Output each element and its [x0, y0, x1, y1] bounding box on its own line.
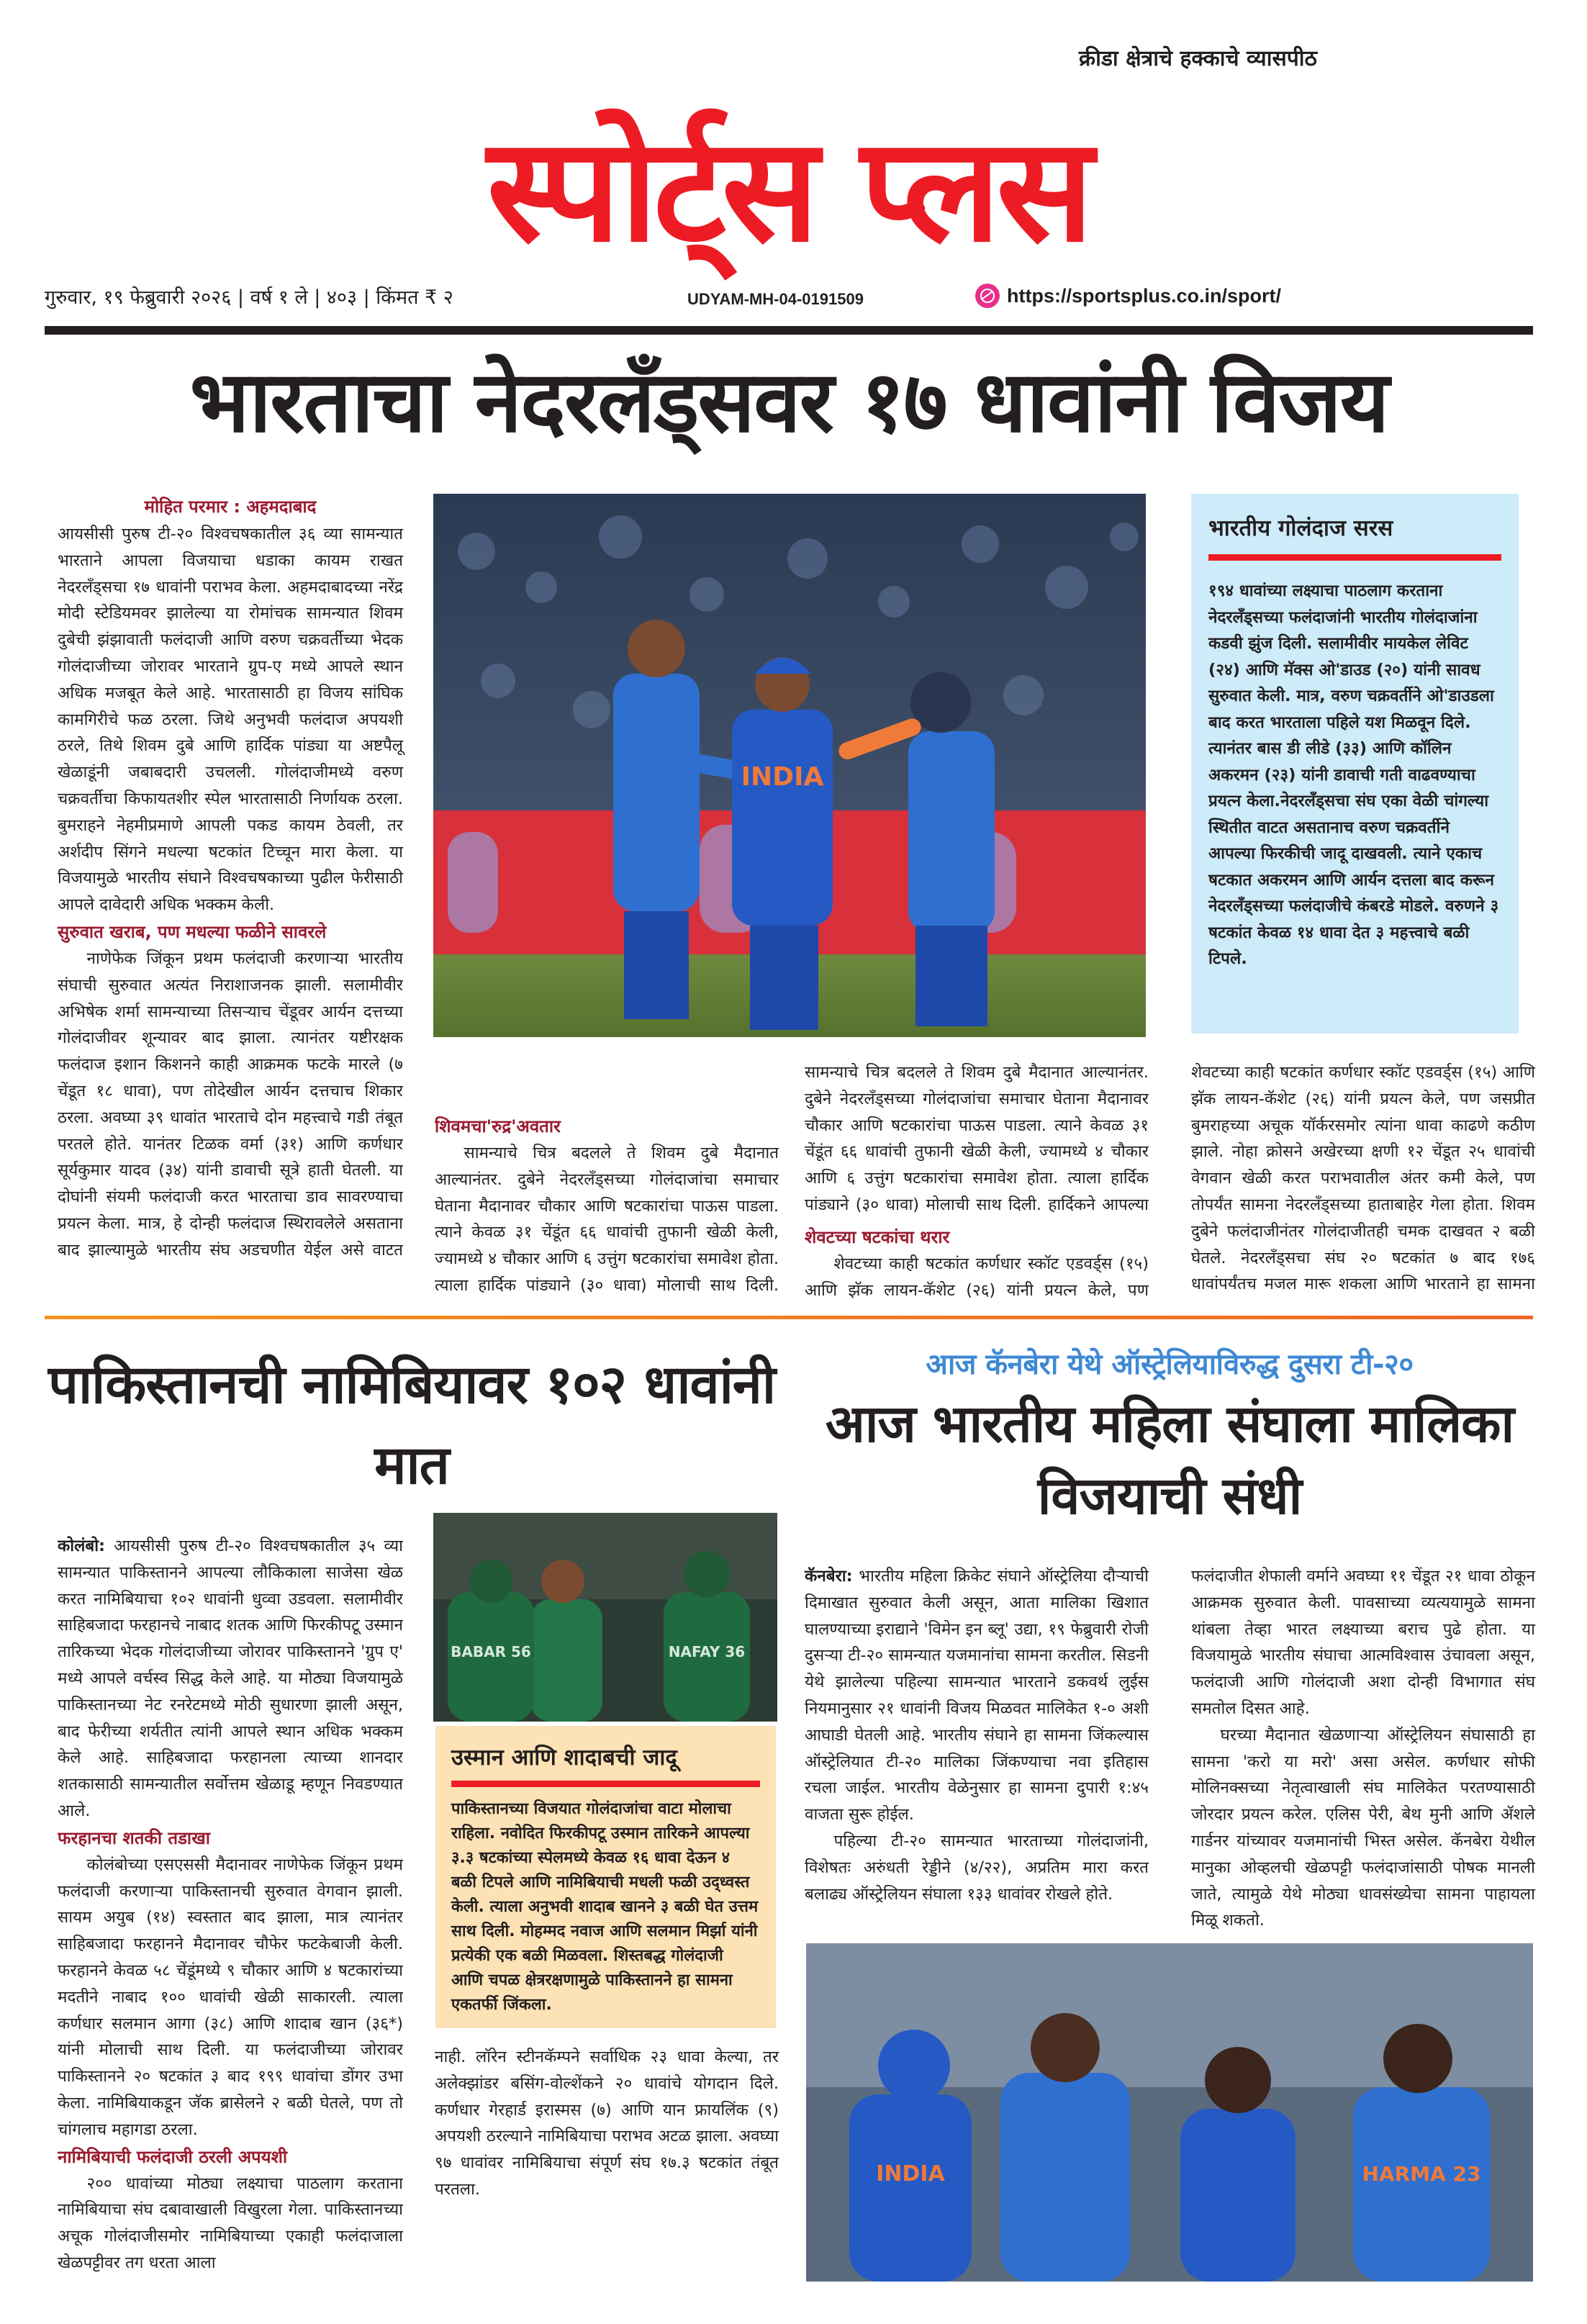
lead-subhead-1: सुरुवात खराब, पण मधल्या फळीने सावरले — [58, 921, 327, 942]
pakistan-subhead-2: नामिबियाची फलंदाजी ठरली अपयशी — [58, 2146, 288, 2167]
women-dateline: कॅनबेरा: — [805, 1567, 853, 1586]
pakistan-sidebar-text: पाकिस्तानच्या विजयात गोलंदाजांचा वाटा मोलाचा राहिला. नवोदित फिरकीपटू उस्मान तारिकने आपल्या ३.३ षटकांच्या स्पेलमध्ये केवळ १६ धावा देऊन ४ बळी टिपले आणि नामिबियाची मधली फळी उद्ध्वस्त केली. त्याला अनुभवी शादाब खानने ३ बळी घेत उत्तम साथ दिली. मोहम्मद नवाज आणि सलमान मिर्झा यांनी प्रत्येकी एक बळी मिळवला. शिस्तबद्ध गोलंदाजी आणि चपळ क्षेत्ररक्षणामुळे पाकिस्तानने हा सामना एकतर्फी जिंकला. — [451, 1800, 759, 2014]
masthead-tagline: क्रीडा क्षेत्राचे हक्काचे व्यासपीठ — [1079, 46, 1317, 71]
pakistan-subhead-1: फरहानचा शतकी तडाखा — [58, 1827, 210, 1848]
pakistan-column-1 — [58, 1533, 403, 2318]
pakistan-section-2-text: २०० धावांच्या मोठ्या लक्ष्याचा पाठलाग करताना नामिबियाचा संघ दबावाखाली विखुरला गेला. पाकिस्तानच्या अचूक गोलंदाजीसमोर नामिबियाच्या एकाही फलंदाजाला खेळपट्टीवर तग धरता आला — [58, 2174, 403, 2272]
lead-section-2-continued: सामन्याचे चित्र बदलले ते शिवम दुबे मैदानात आल्यानंतर. दुबेने नेदरलँड्सच्या गोलंदाजांचा समाचार घेताना मैदानावर चौकार आणि षटकारांचा पाऊस पाडला. त्याने केवळ ३१ चेंडूंत ६६ धावांची तुफानी खेळी केली, ज्यामध्ये ४ चौकार आणि ६ उत्तुंग षटकारांचा समावेश होता. त्याला हार्दिक पांड्याने (३० धावा) मोलाची साथ दिली. हार्दिकने आपल्या — [805, 1063, 1149, 1214]
lead-headline: भारताचा नेदरलँड्सवर १७ धावांनी विजय — [189, 352, 1388, 451]
lead-section-1-text: नाणेफेक जिंकून प्रथम फलंदाजी करणाऱ्या भारतीय संघाची सुरुवात अत्यंत निराशाजनक झाली. सलामीवीर अभिषेक शर्मा सामन्याच्या तिसऱ्याच चेंडूवर आर्यन दत्तच्या गोलंदाजीवर शून्यावर बाद झाला. त्यानंतर यष्टीरक्षक फलंदाज इशान किशनने काही आक्रमक फटके मारले (७ चेंडूत १८ धावा), पण तोदेखील आर्यन दत्तचाच शिकार ठरला. अवघ्या ३९ धावांत भारताचे दोन महत्त्वाचे गडी तंबूत परतले होते. यानंतर टिळक वर्मा (३१) आणि कर्णधार सूर्यकुमार यादव (३४) यांनी डावाची सूत्रे हाती घेतली. या दोघांनी संयमी फलंदाजी करत भारताचा डाव सावरण्याचा प्रयत्न केला. मात्र, हे दोन्ही फलंदाज स्थिरावलेले असताना बाद झाल्यामुळे भारतीय संघ अडचणीत येईल असे वाटत — [58, 949, 403, 1260]
svg-text:INDIA: INDIA — [741, 762, 824, 792]
section-divider — [45, 1316, 1533, 1319]
jersey-babar: BABAR 56 — [451, 1643, 531, 1660]
lead-intro-paragraph: आयसीसी पुरुष टी-२० विश्वचषकातील ३६ व्या सामन्यात भारताने आपला विजयाचा धडाका कायम राखत नेदरलँड्सचा १७ धावांनी पराभव केला. अहमदाबादच्या नरेंद्र मोदी स्टेडियमवर झालेल्या या रोमांचक सामन्यात शिवम दुबेची झंझावाती फलंदाजी आणि वरुण चक्रवर्तीच्या भेदक गोलंदाजीच्या जोरावर भारताने ग्रुप-ए मध्ये आपले स्थान अधिक मजबूत केले आहे. भारतासाठी हा विजय सांघिक कामगिरीचे फळ ठरला. जिथे अनुभवी फलंदाज अपयशी ठरले, तिथे शिवम दुबे आणि हार्दिक पांड्या या अष्टपैलू खेळाडूंनी जबाबदारी उचलली. गोलंदाजीमध्ये वरुण चक्रवर्तीचा किफायतशीर स्पेल भारतासाठी निर्णायक ठरला. बुमराहने नेहमीप्रमाणे आपली पकड कायम ठेवली, तर अर्शदीप सिंगने मधल्या षटकांत टिच्चून मारा केला. या विजयामुळे भारतीय संघाने विश्वचषकाच्या पुढील फेरीसाठी आपले दावेदारी अधिक भक्कम केली. — [58, 525, 403, 915]
lead-column-2 — [435, 1059, 779, 1297]
website-url[interactable]: https://sportsplus.co.in/sport/ — [1007, 285, 1282, 307]
women-headline: आज भारतीय महिला संघाला मालिका विजयाची संधी — [825, 1393, 1514, 1526]
lead-column-3b — [805, 1224, 1149, 1304]
lead-section-3-text: शेवटच्या काही षटकांत कर्णधार स्कॉट एडवर्ड्स (१५) आणि झॅक लायन-कॅशेट (२६) यांनी प्रयत्न केले, पण — [805, 1254, 1149, 1300]
women-col1-text: भारतीय महिला क्रिकेट संघाने ऑस्ट्रेलिया दौऱ्याची दिमाखात सुरुवात केली असून, आता मालिका खिशात घालण्याच्या इराद्याने 'विमेन इन ब्लू' उद्या, १९ फेब्रुवारी रोजी दुसऱ्या टी-२० सामन्यात यजमानांचा सामना करतील. सिडनी येथे झालेल्या पहिल्या सामन्यात भारताने डकवर्थ लुईस नियमानुसार २१ धावांनी विजय मिळवत मालिकेत १-० अशी आघाडी घेतली आहे. भारतीय संघाने हा सामना जिंकल्यास ऑस्ट्रेलियात टी-२० मालिका जिंकण्याचा नवा इतिहास रचला जाईल. भारतीय वेळेनुसार हा सामना दुपारी १:४५ वाजता सुरू होईल. — [805, 1567, 1149, 1825]
sidebar-red-rule — [1208, 554, 1501, 561]
lead-sidebar-text: १९४ धावांच्या लक्ष्याचा पाठलाग करताना नेदरलँड्सच्या फलंदाजांनी भारतीय गोलंदाजांना कडवी झुंज दिली. सलामीवीर मायकेल लेविट (२४) आणि मॅक्स ओ'डाउड (२०) यांनी सावध सुरुवात केली. मात्र, वरुण चक्रवर्तीने ओ'डाउडला बाद करत भारताला पहिले यश मिळवून दिले. त्यानंतर बास डी लीडे (३३) आणि कॉलिन अकरमन (२३) यांनी डावाची गती वाढवण्याचा प्रयत्न केला.नेदरलँड्सचा संघ एका वेळी चांगल्या स्थितीत वाटत असतानाच वरुण चक्रवर्तीने आपल्या फिरकीची जादू दाखवली. त्याने एकाच षटकात अकरमन आणि आर्यन दत्तला बाद करून नेदरलँड्सच्या फलंदाजीचे कंबरडे मोडले. वरुणने ३ षटकांत केवळ १४ धावा देत ३ महत्त्वाचे बळी टिपले. — [1208, 582, 1499, 968]
dribbble-icon — [975, 284, 1000, 308]
pakistan-sidebar-box — [435, 1726, 776, 2028]
pakistan-dateline: कोलंबो: — [58, 1537, 106, 1555]
india-players-photo — [433, 494, 1146, 1037]
women-col2b-text: घरच्या मैदानात खेळणाऱ्या ऑस्ट्रेलियन संघासाठी हा सामना 'करो या मरो' असा असेल. कर्णधार सोफी मोलिनक्सच्या नेतृत्वाखाली संघ मालिकेत परतण्यासाठी जोरदार प्रयत्न करेल. एलिस पेरी, बेथ मुनी आणि ॲशले गार्डनर यांच्यावर यजमानांची भिस्त असेल. कॅनबेरा येथील मानुका ओव्हलची खेळपट्टी फलंदाजांसाठी पोषक मानली जाते, त्यामुळे येथे मोठ्या धावसंख्येचा सामना पाहायला मिळू शकतो. — [1191, 1725, 1535, 1930]
pakistan-column-2 — [435, 2044, 779, 2203]
lead-column-1 — [58, 492, 403, 1263]
issue-dateline: गुरुवार, १९ फेब्रुवारी २०२६ | वर्ष १ ले | ४०३ | किंमत ₹ २ — [45, 286, 453, 309]
website-link[interactable] — [975, 283, 1281, 309]
lead-section-2-text: सामन्याचे चित्र बदलले ते शिवम दुबे मैदानात आल्यानंतर. दुबेने नेदरलँड्सच्या गोलंदाजांचा समाचार घेताना मैदानावर चौकार आणि षटकारांचा पाऊस पाडला. त्याने केवळ ३१ चेंडूंत ६६ धावांची तुफानी खेळी केली, ज्यामध्ये ४ चौकार आणि ६ उत्तुंग षटकारांचा समावेश होता. त्याला हार्दिक पांड्याने (३० धावा) मोलाची साथ दिली. — [435, 1144, 779, 1295]
lead-column-3 — [805, 1059, 1149, 1218]
women-column-2 — [1191, 1563, 1535, 1934]
pakistan-players-photo — [433, 1513, 777, 1722]
pakistan-photo — [433, 1513, 777, 1722]
lead-subhead-2: शिवमचा'रुद्र'अवतार — [435, 1116, 561, 1136]
lead-section-3-continued: शेवटच्या काही षटकांत कर्णधार स्कॉट एडवर्ड्स (१५) आणि झॅक लायन-कॅशेट (२६) यांनी प्रयत्न केले, पण जसप्रीत बुमराहच्या अचूक यॉर्करसमोर त्यांना धावा काढणे कठीण झाले. नोहा क्रोसने अखेरच्या क्षणी १२ चेंडूत २५ धावांची वेगवान खेळी करत पराभवातील अंतर कमी केले, पण तोपर्यंत सामना नेदरलँड्सच्या हाताबाहेर गेला होता. शिवम दुबेने फलंदाजीनंतर गोलंदाजीतही चमक दाखवत २ बळी घेतले. नेदरलँड्सचा संघ २० षटकांत ७ बाद १७६ धावांपर्यंतच मजल मारू शकला आणि भारताने हा सामना — [1191, 1063, 1535, 1294]
pakistan-sidebar-title: उस्मान आणि शादाबची जादू — [451, 1745, 677, 1771]
women-photo — [806, 1943, 1533, 2282]
pakistan-headline: पाकिस्तानची नामिबियावर १०२ धावांनी मात — [48, 1354, 776, 1496]
pakistan-section-1-text: कोलंबोच्या एसएससी मैदानावर नाणेफेक जिंकून प्रथम फलंदाजी करणाऱ्या पाकिस्तानची सुरुवात वेगवान झाली. सायम अयुब (१४) स्वस्तात बाद झाला, मात्र त्यानंतर साहिबजादा फरहानने मैदानावर चौफेर फटकेबाजी केली. फरहानने केवळ ५८ चेंडूंमध्ये ९ चौकार आणि ४ षटकारांच्या मदतीने नाबाद १०० धावांची खेळी साकारली. त्याला कर्णधार सलमान आगा (३८) आणि शादाब खान (३६*) यांनी मोलाची साथ दिली. या फलंदाजीच्या जोरावर पाकिस्तानने २० षटकांत ३ बाद १९९ धावांचा डोंगर उभा केला. नामिबियाकडून जॅक ब्रासेलने २ बळी घेतले, पण तो चांगलाच महागडा ठरला. — [58, 1855, 403, 2139]
udyam-registration: UDYAM-MH-04-0191509 — [687, 290, 864, 308]
pakistan-lead-text: आयसीसी पुरुष टी-२० विश्वचषकातील ३५ व्या सामन्यात पाकिस्तानने आपल्या लौकिकाला साजेसा खेळ करत नामिबियाचा १०२ धावांनी धुव्वा उडवला. सलामीवीर साहिबजादा फरहानचे नाबाद शतक आणि फिरकीपटू उस्मान तारिकच्या भेदक गोलंदाजीच्या जोरावर पाकिस्तानने 'ग्रुप ए' मध्ये आपले वर्चस्व सिद्ध केले आहे. या मोठ्या विजयामुळे पाकिस्तानच्या नेट रनरेटमध्ये मोठी सुधारणा झाली असून, बाद फेरीच्या शर्यतीत त्यांनी आपले स्थान अधिक भक्कम केले आहे. साहिबजादा फरहानला त्याच्या शानदार शतकासाठी सामन्यातील सर्वोत्तम खेळाडू म्हणून निवडण्यात आले. — [58, 1537, 403, 1820]
women-kicker: आज कॅनबेरा येथे ऑस्ट्रेलियाविरुद्ध दुसरा टी-२० — [926, 1348, 1414, 1381]
lead-byline: मोहित परमार : अहमदाबाद — [144, 497, 317, 517]
sidebar-red-rule-2 — [451, 1781, 760, 1787]
jersey-harma: HARMA 23 — [1362, 2162, 1481, 2186]
lead-sidebar-title: भारतीय गोलंदाज सरस — [1208, 515, 1393, 541]
women-col1b-text: पहिल्या टी-२० सामन्यात भारताच्या गोलंदाजांनी, विशेषतः अरुंधती रेड्डीने (४/२२), अप्रतिम मारा करत बलाढ्य ऑस्ट्रेलियन संघाला १३३ धावांवर रोखले होते. — [805, 1831, 1149, 1904]
pakistan-section-2-continued: नाही. लॉरेन स्टीनकॅम्पने सर्वाधिक २३ धावा केल्या, तर अलेक्झांडर बसिंग-वोल्शेंकने २० धावांचे योगदान दिले. कर्णधार गेरहार्ड इरास्मस (७) आणि यान फ्रायलिंक (९) अपयशी ठरल्याने नामिबियाचा पराभव अटळ झाला. अवघ्या ९७ धावांवर नामिबियाचा संपूर्ण संघ १७.३ षटकांत तंबूत परतला. — [435, 2048, 779, 2199]
masthead-logo[interactable]: स्पोर्ट्स प्लस — [487, 107, 1090, 274]
women-column-1 — [805, 1563, 1149, 1907]
lead-sidebar-box — [1191, 494, 1519, 1034]
women-col2-text: फलंदाजीत शेफाली वर्माने अवघ्या ११ चेंडूत २१ धावा ठोकून आक्रमक सुरुवात केली. पावसाच्या व्यत्ययामुळे सामना थांबला तेव्हा भारत लक्ष्याच्या बराच पुढे होता. या विजयामुळे भारतीय संघाचा आत्मविश्वास उंचावला असून, फलंदाजी आणि गोलंदाजी अशा दोन्ही विभागात संघ समतोल दिसत आहे. — [1191, 1567, 1535, 1718]
jersey-india: INDIA — [876, 2161, 945, 2187]
lead-subhead-3: शेवटच्या षटकांचा थरार — [805, 1227, 950, 1247]
masthead-divider — [45, 326, 1533, 335]
jersey-nafay: NAFAY 36 — [668, 1643, 746, 1660]
lead-photo — [433, 494, 1146, 1037]
lead-column-4 — [1191, 1059, 1535, 1298]
india-women-players-photo — [806, 1943, 1533, 2282]
